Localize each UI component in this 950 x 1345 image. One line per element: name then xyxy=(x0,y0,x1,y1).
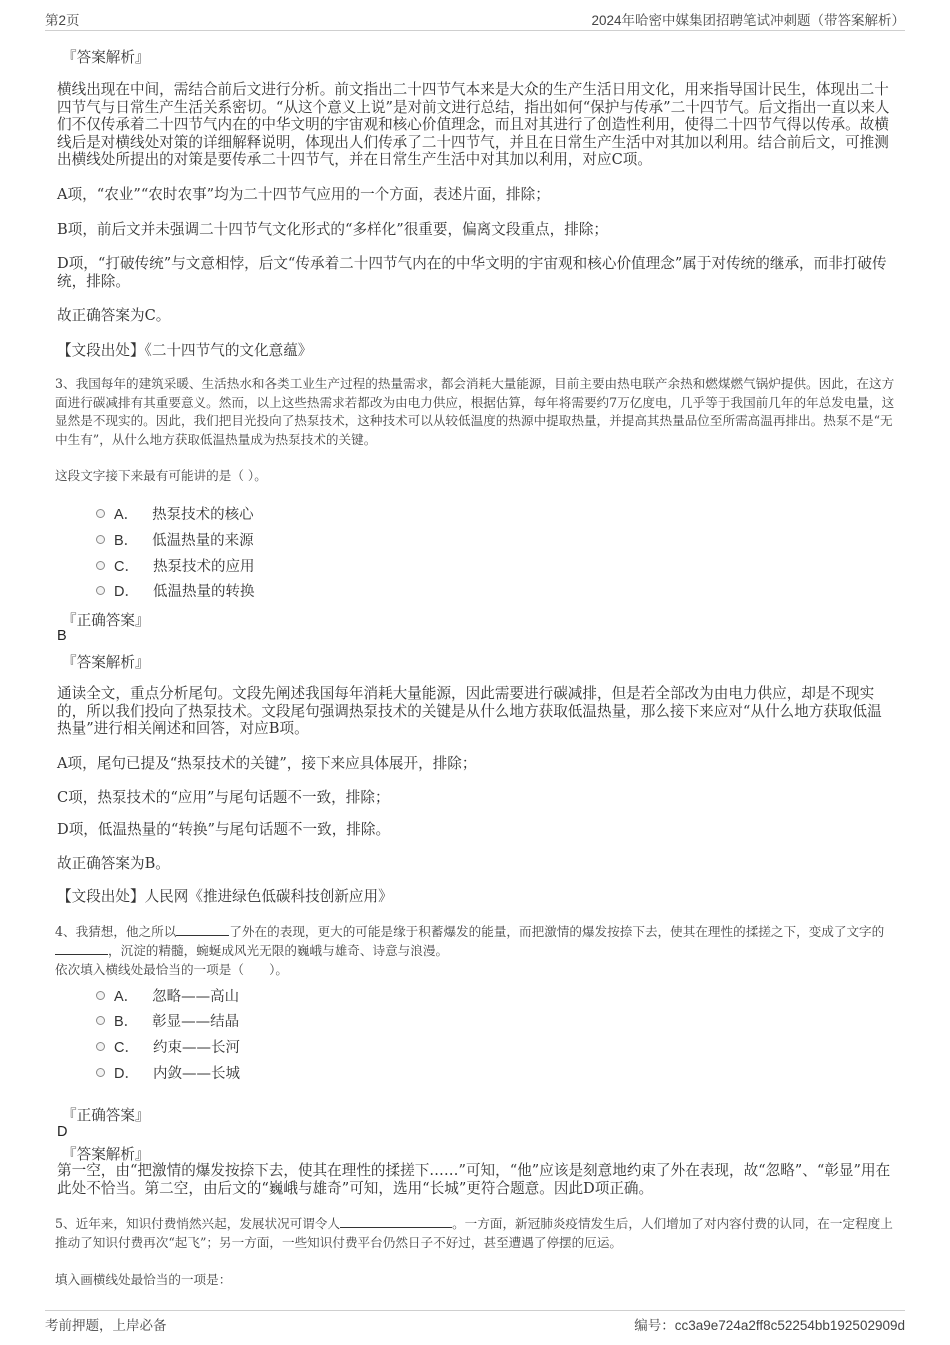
explanation-option-b: B项，前后文并未强调二十四节气文化形式的“多样化”很重要，偏离文段重点，排除； xyxy=(57,221,609,238)
answer-explanation-label: 『答案解析』 xyxy=(62,654,150,671)
answer-explanation-label: 『答案解析』 xyxy=(62,49,150,66)
radio-button[interactable] xyxy=(96,991,105,1000)
q3-option-b[interactable] xyxy=(96,529,254,549)
explanation-conclusion: 故正确答案为C。 xyxy=(57,307,171,324)
q4-option-d[interactable] xyxy=(96,1062,240,1082)
explanation-option-c: C项，热泵技术的“应用”与尾句话题不一致，排除； xyxy=(57,789,390,806)
question-5-stem xyxy=(55,1215,895,1252)
stem-part: 了外在的表现，更大的可能是缘于积蓄爆发的能量，而把激情的爆发按捺下去，使其在理性的揉搓之下，变成了文字的 xyxy=(229,924,885,939)
radio-button[interactable] xyxy=(96,535,105,544)
option-text: 约束——长河 xyxy=(152,1039,240,1056)
question-3-stem: 3、我国每年的建筑采暖、生活热水和各类工业生产过程的热量需求，都会消耗大量能源，目前主要由热电联产余热和燃煤燃气锅炉提供。因此，在这方面进行碳减排有其重要意义。然而，以上这些热需求若都改为由电力供应，根据估算，每年将需要约7万亿度电，几乎等于我国前几年的年总发电量，这显然是不现实的。因此，我们把目光投向了热泵技术，这种技术可以从较低温度的热源中提取热量，并提高其热量品位至所需高温再排出。热泵不是“无中生有”，从什么地方获取低温热量成为热泵技术的关键。 xyxy=(55,376,895,448)
option-text: 低温热量的转换 xyxy=(152,583,255,600)
option-letter: A． xyxy=(114,506,139,523)
explanation-option-a: A项，“农业”“农时农事”均为二十四节气应用的一个方面，表述片面，排除； xyxy=(57,186,550,203)
correct-answer-label: 『正确答案』 xyxy=(62,612,150,629)
option-text: 忽略——高山 xyxy=(152,988,240,1005)
option-letter: B． xyxy=(114,1013,139,1030)
option-letter: B． xyxy=(114,532,139,549)
q3-option-a[interactable] xyxy=(96,503,254,523)
q3-option-c[interactable] xyxy=(96,555,254,575)
radio-button[interactable] xyxy=(96,1042,105,1051)
passage-source: 【文段出处】人民网《推进绿色低碳科技创新应用》 xyxy=(57,888,393,905)
explanation-option-a: A项，尾句已提及“热泵技术的关键”，接下来应具体展开，排除； xyxy=(57,755,477,772)
q4-option-b[interactable] xyxy=(96,1010,239,1030)
document-title: 2024年哈密中媒集团招聘笔试冲刺题（带答案解析） xyxy=(591,13,905,28)
document-code xyxy=(634,1314,905,1334)
option-text: 内敛——长城 xyxy=(152,1065,240,1082)
footer-slogan: 考前押题，上岸必备 xyxy=(45,1318,167,1333)
code-value: cc3a9e724a2ff8c52254bb192502909d xyxy=(674,1318,905,1333)
question-5-prompt: 填入画横线处最恰当的一项是： xyxy=(55,1272,232,1287)
option-letter: D． xyxy=(114,583,139,600)
correct-answer: B xyxy=(57,628,67,644)
stem-part: 。一方面，新冠肺炎疫情发生后，人们增加了对内容付费的认同，在一定程度上推动了知识付费再次“起飞”；另一方面，一些知识付费平台仍然日子不好过，甚至遭遇了停摆的厄运。 xyxy=(55,1216,893,1250)
explanation-conclusion: 故正确答案为B。 xyxy=(57,855,170,872)
radio-button[interactable] xyxy=(96,1016,105,1025)
stem-part: ，沉淀的精髓，蜿蜒成风光无限的巍峨与雄奇、诗意与浪漫。 xyxy=(108,942,449,958)
page-number: 第2页 xyxy=(45,13,80,28)
explanation-option-d: D项，“打破传统”与文意相悖，后文“传承着二十四节气内在的中华文明的宇宙观和核心价值理念”属于对传统的继承，而非打破传统，排除。 xyxy=(57,255,887,290)
radio-button[interactable] xyxy=(96,509,105,518)
option-letter: C． xyxy=(114,1039,139,1056)
q4-option-c[interactable] xyxy=(96,1036,240,1056)
answer-explanation-label: 『答案解析』 xyxy=(62,1146,150,1163)
option-letter: D． xyxy=(114,1065,139,1082)
option-text: 热泵技术的核心 xyxy=(152,506,254,523)
stem-part: 4、我猜想，他之所以 xyxy=(55,924,177,939)
option-letter: A． xyxy=(114,988,139,1005)
fill-blank xyxy=(340,1216,452,1228)
question-3-prompt: 这段文字接下来最有可能讲的是（ ）。 xyxy=(55,468,267,483)
radio-button[interactable] xyxy=(96,1068,105,1077)
code-label: 编号： xyxy=(634,1318,675,1333)
correct-answer-label: 『正确答案』 xyxy=(62,1107,150,1124)
radio-button[interactable] xyxy=(96,561,105,570)
option-text: 低温热量的来源 xyxy=(152,532,254,549)
passage-source: 【文段出处】《二十四节气的文化意蕴》 xyxy=(57,342,313,359)
question-4-prompt: 依次填入横线处最恰当的一项是（ ）。 xyxy=(55,962,288,977)
explanation-option-d: D项，低温热量的“转换”与尾句话题不一致，排除。 xyxy=(57,821,391,838)
question-4-stem xyxy=(55,923,895,960)
header-divider xyxy=(45,30,905,31)
option-letter: C． xyxy=(114,558,139,575)
explanation-paragraph: 横线出现在中间，需结合前后文进行分析。前文指出二十四节气本来是大众的生产生活日用文化，用来指导国计民生，体现出二十四节气与日常生产生活关系密切。“从这个意义上说”是对前文进行总结，指出如何“保护与传承”二十四节气。后文指出一直以来人们不仅传承着二十四节气内在的中华文明的宇宙观和核心价值理念，而且对其进行了创造性利用，使得二十四节气得以传承。故横线后是对横线处对策的详细解释说明，体现出人们传承了二十四节气，并且在日常生产生活中对其加以利用。结合前后文，可推测出横线处所提出的对策是要传承二十四节气，并在日常生产生活中对其加以利用，对应C项。 xyxy=(57,81,890,168)
option-text: 彰显——结晶 xyxy=(152,1013,240,1030)
q3-option-d[interactable] xyxy=(96,580,254,600)
q4-option-a[interactable] xyxy=(96,985,239,1005)
fill-blank xyxy=(176,924,229,936)
explanation-paragraph: 通读全文，重点分析尾句。文段先阐述我国每年消耗大量能源，因此需要进行碳减排，但是若全部改为由电力供应，却是不现实的，所以我们投向了热泵技术。文段尾句强调热泵技术的关键是从什么地方获取低温热量，那么接下来应对“从什么地方获取低温热量”进行相关阐述和回答，对应B项。 xyxy=(57,685,882,737)
radio-button[interactable] xyxy=(96,586,105,595)
footer-divider xyxy=(45,1310,905,1311)
stem-part: 5、近年来，知识付费悄然兴起，发展状况可谓令人 xyxy=(55,1216,341,1231)
fill-blank xyxy=(55,943,108,955)
option-text: 热泵技术的应用 xyxy=(152,558,255,575)
correct-answer: D xyxy=(57,1124,68,1140)
explanation-paragraph: 第一空，由“把激情的爆发按捺下去，使其在理性的揉搓下……”可知，“他”应该是刻意地约束了外在表现，故“忽略”、“彰显”用在此处不恰当。第二空，由后文的“巍峨与雄奇”可知，选用“长城”更符合题意。因此D项正确。 xyxy=(57,1162,891,1197)
